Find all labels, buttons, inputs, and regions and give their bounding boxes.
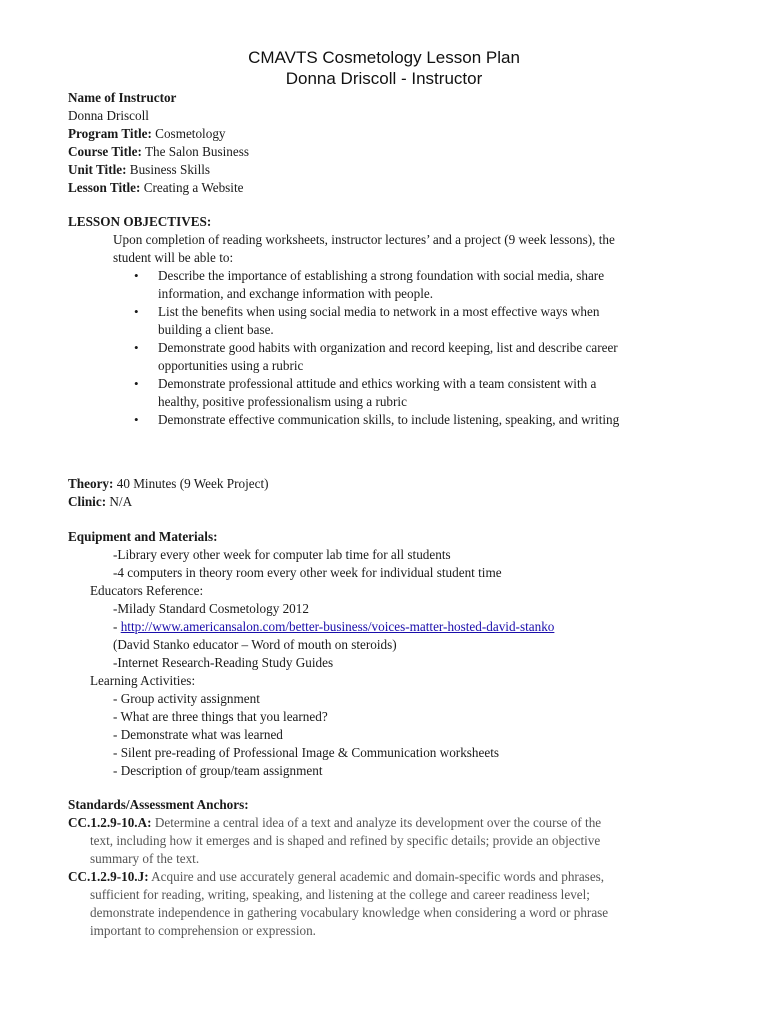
objectives-list [68, 267, 708, 429]
standard-j-code: CC.1.2.9-10.J: [68, 869, 149, 884]
theory-label: Theory: [68, 476, 114, 491]
lesson-value: Creating a Website [143, 180, 244, 195]
activity-item: - Group activity assignment [113, 691, 260, 706]
reference-item: (David Stanko educator – Word of mouth on steroids) [113, 637, 397, 652]
objectives-intro-line-2: student will be able to: [113, 250, 234, 265]
standards-section [68, 796, 708, 940]
educators-heading: Educators Reference: [90, 583, 204, 598]
learning-heading: Learning Activities: [90, 673, 196, 688]
unit-value: Business Skills [129, 162, 211, 177]
reference-link-row: - http://www.americansalon.com/better-business/voices-matter-hosted-david-stanko [113, 619, 555, 634]
objectives-intro-line-1: Upon completion of reading worksheets, instructor lectures’ and a project (9 week lessons), the [113, 232, 615, 247]
unit-label: Unit Title: [68, 162, 127, 177]
list-item: • Demonstrate effective communication skills, to include listening, speaking, and writing [68, 411, 708, 429]
reference-link[interactable]: http://www.americansalon.com/better-business/voices-matter-hosted-david-stanko [120, 619, 555, 634]
document-title: CMAVTS Cosmetology Lesson Plan [248, 48, 520, 67]
program-label: Program Title: [68, 126, 152, 141]
objectives-heading: LESSON OBJECTIVES: [68, 214, 212, 229]
equipment-item: -Library every other week for computer lab time for all students [113, 547, 451, 562]
activity-item: - Silent pre-reading of Professional Image & Communication worksheets [113, 745, 500, 760]
standard-a: CC.1.2.9-10.A: Determine a central idea of a text and analyze its development over the course of the text, including how it emerges and is shaped and refined by specific details; provide an objective summary of the text. [68, 815, 602, 866]
list-item: • Demonstrate good habits with organization and record keeping, list and describe career opportunities using a rubric [68, 339, 708, 375]
lesson-objectives [68, 213, 708, 429]
clinic-value: N/A [109, 494, 133, 509]
course-info [68, 89, 708, 197]
name-label: Name of Instructor [68, 90, 177, 105]
lesson-label: Lesson Title: [68, 180, 141, 195]
standard-j: CC.1.2.9-10.J: Acquire and use accurately general academic and domain-specific words and phrases, sufficient for reading, writing, speaking, and listening at the college and career readiness level; demonstrate independence in gathering vocabulary knowledge when considering a word or phrase important to comprehension or expression. [68, 869, 609, 938]
list-item: • Describe the importance of establishing a strong foundation with social media, share information, and exchange information with people. [68, 267, 708, 303]
equipment-section [68, 528, 708, 780]
equipment-heading: Equipment and Materials: [68, 529, 218, 544]
name-value: Donna Driscoll [68, 108, 149, 123]
list-item: • List the benefits when using social media to network in a most effective ways when building a client base. [68, 303, 708, 339]
course-label: Course Title: [68, 144, 142, 159]
activity-item: - Demonstrate what was learned [113, 727, 283, 742]
standard-a-code: CC.1.2.9-10.A: [68, 815, 152, 830]
document-subtitle: Donna Driscoll - Instructor [285, 69, 483, 88]
activity-item: - Description of group/team assignment [113, 763, 323, 778]
reference-item: -Milady Standard Cosmetology 2012 [113, 601, 309, 616]
course-value: The Salon Business [144, 144, 249, 159]
standards-heading: Standards/Assessment Anchors: [68, 797, 249, 812]
activity-item: - What are three things that you learned? [113, 709, 328, 724]
list-item: • Demonstrate professional attitude and ethics working with a team consistent with a healthy, positive professionalism using a rubric [68, 375, 708, 411]
equipment-item: -4 computers in theory room every other week for individual student time [113, 565, 502, 580]
reference-item: -Internet Research-Reading Study Guides [113, 655, 334, 670]
program-value: Cosmetology [155, 126, 226, 141]
schedule-info [68, 475, 708, 511]
theory-value: 40 Minutes (9 Week Project) [116, 476, 269, 491]
clinic-label: Clinic: [68, 494, 107, 509]
